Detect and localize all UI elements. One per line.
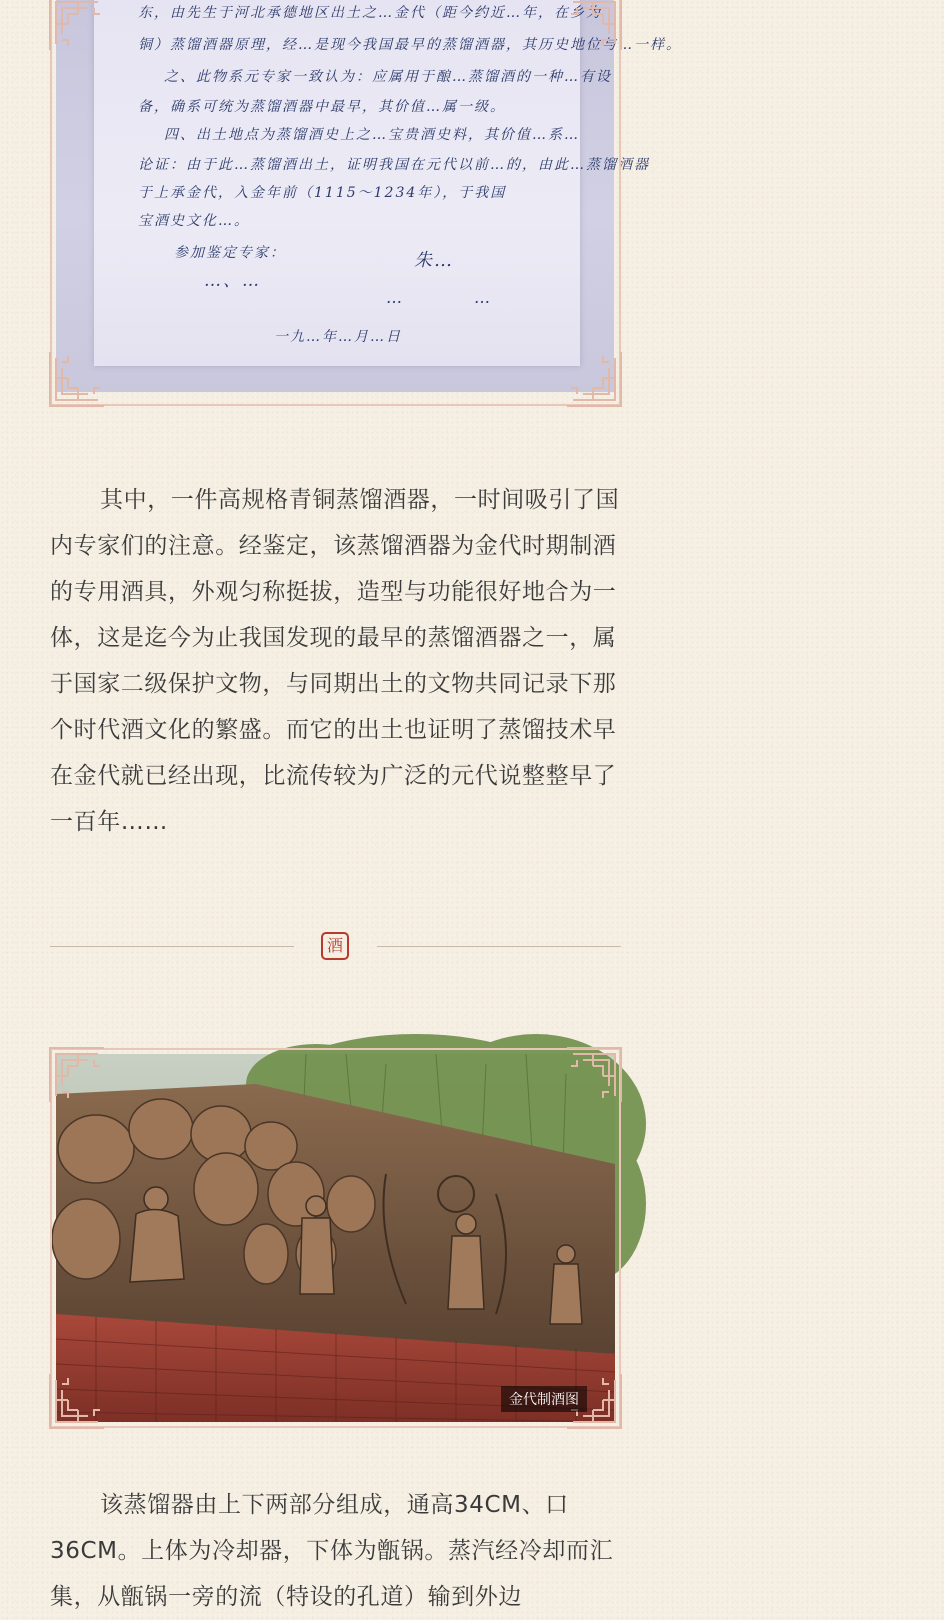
letter-image bbox=[50, 0, 682, 406]
signature: 朱… bbox=[414, 250, 454, 271]
lattice-corner-ornament bbox=[48, 350, 106, 408]
letter-line: 备，确系可统为蒸馏酒器中最早，其价值…属一级。 bbox=[138, 99, 506, 115]
letter-line: 宝酒史文化…。 bbox=[138, 213, 250, 229]
letter-line: …、… bbox=[204, 271, 261, 291]
letter-line: 东，由先生于河北承德地区出土之…金代（距今约近…年，在乡为 bbox=[138, 5, 602, 21]
letter-line: 四、出土地点为蒸馏酒史上之…宝贵酒史料，其价值…系… bbox=[164, 127, 580, 143]
photo-caption: 金代制酒图 bbox=[501, 1386, 587, 1412]
lattice-corner-ornament bbox=[48, 0, 106, 52]
divider-line-right bbox=[377, 946, 621, 947]
bronze-relief-scene bbox=[56, 1054, 615, 1422]
divider-line-left bbox=[50, 946, 294, 947]
signature: … bbox=[474, 288, 492, 307]
letter-line: 之、此物系元专家一致认为：应属用于酿…蒸馏酒的一种…有设 bbox=[164, 69, 612, 85]
lattice-corner-ornament bbox=[48, 1372, 106, 1430]
lattice-corner-ornament bbox=[565, 1046, 623, 1104]
letter-line: 参加鉴定专家： bbox=[174, 245, 286, 261]
section-divider bbox=[50, 932, 621, 962]
article-paragraph bbox=[50, 477, 626, 845]
paragraph-text: 其中，一件高规格青铜蒸馏酒器，一时间吸引了国内专家们的注意。经鉴定，该蒸馏酒器为金代时期制酒的专用酒具，外观匀称挺拔，造型与功能很好地合为一体，这是迄今为止我国发现的最早的蒸馏酒器之一，属于国家二级保护文物，与同期出土的文物共同记录下那个时代酒文化的繁盛。而它的出土也证明了蒸馏技术早在金代就已经出现，比流传较为广泛的元代说整整早了一百年…… bbox=[50, 487, 620, 835]
article-paragraph bbox=[50, 1482, 626, 1620]
signature: … bbox=[386, 288, 404, 307]
letter-line: 于上承金代，入金年前（1115～1234年），于我国 bbox=[138, 185, 507, 201]
relief-photo bbox=[50, 1048, 621, 1428]
letter-date: 一九…年…月…日 bbox=[274, 329, 402, 345]
letter-line: 论证：由于此…蒸馏酒出土，证明我国在元代以前…的，由此…蒸馏酒器 bbox=[138, 157, 650, 173]
lattice-corner-ornament bbox=[565, 0, 623, 52]
paragraph-text: 该蒸馏器由上下两部分组成，通高34CM、口36CM。上体为冷却器，下体为甑锅。蒸汽经冷却而汇集，从甑锅一旁的流（特设的孔道）输到外边 bbox=[50, 1492, 614, 1610]
lattice-corner-ornament bbox=[565, 350, 623, 408]
letter-line: 铜）蒸馏酒器原理，经…是现今我国最早的蒸馏酒器，其历史地位与…一样。 bbox=[138, 37, 682, 53]
wine-seal-icon: 酒 bbox=[321, 932, 349, 960]
lattice-corner-ornament bbox=[48, 1046, 106, 1104]
handwritten-letter bbox=[94, 0, 682, 366]
